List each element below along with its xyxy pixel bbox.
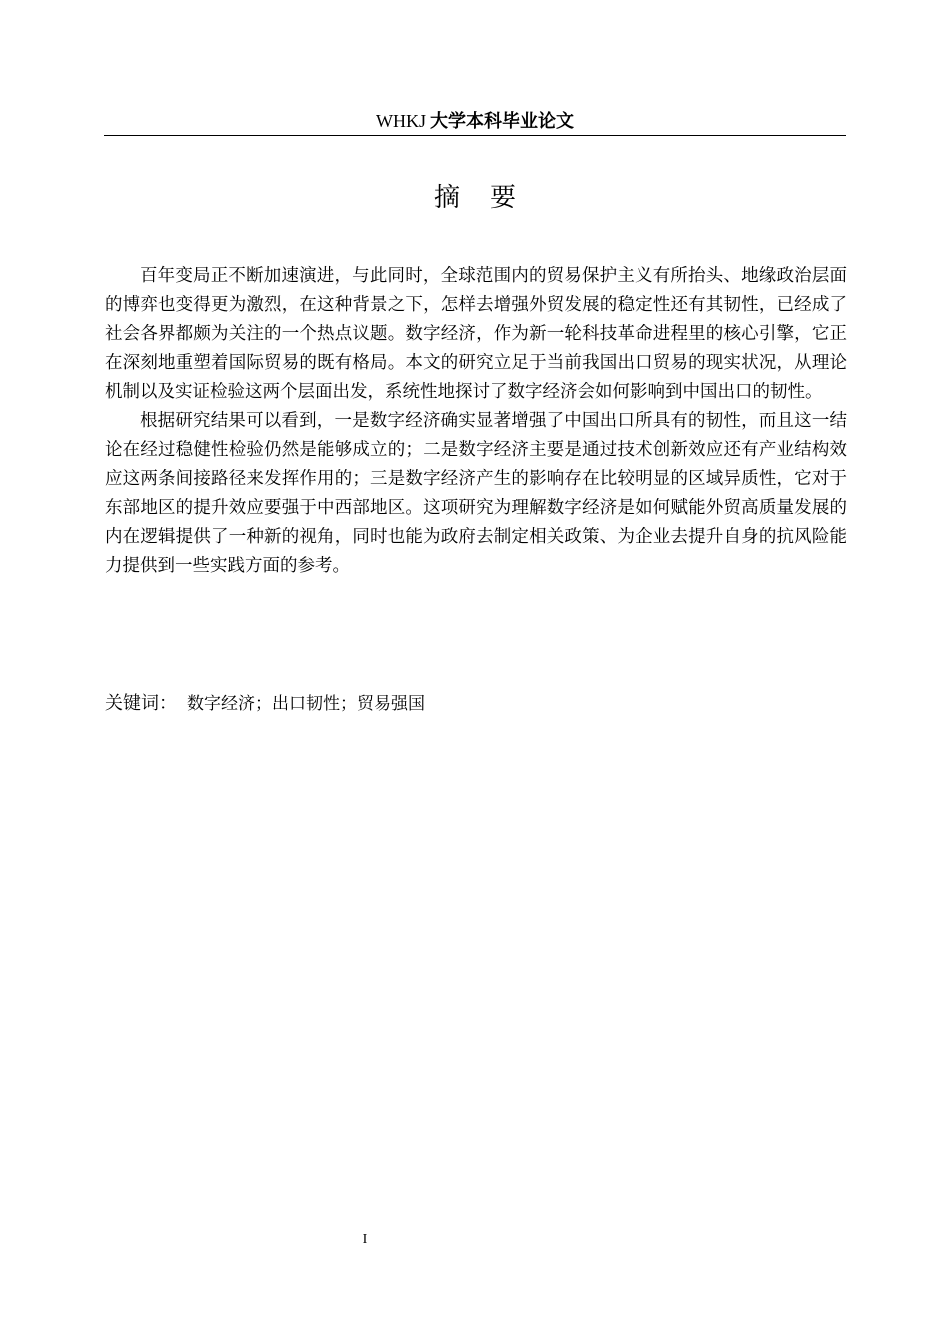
page-header [104,108,846,136]
page-number: I [362,1232,368,1247]
abstract-title: 摘要 [433,183,546,213]
keywords-label: 关键词： [105,693,177,714]
keywords-line [105,690,847,718]
header-title: 大学本科毕业论文 [430,111,574,132]
abstract-body [105,262,847,581]
header-code: WHKJ [376,111,426,131]
keywords-list: 数字经济；出口韧性；贸易强国 [187,694,425,714]
abstract-paragraph-2: 根据研究结果可以看到，一是数字经济确实显著增强了中国出口所具有的韧性，而且这一结论在经过稳健性检验仍然是能够成立的；二是数字经济主要是通过技术创新效应还有产业结构效应这两条间接路径来发挥作用的；三是数字经济产生的影响存在比较明显的区域异质性，它对于东部地区的提升效应要强于中西部地区。这项研究为理解数字经济是如何赋能外贸高质量发展的内在逻辑提供了一种新的视角，同时也能为政府去制定相关政策、为企业去提升自身的抗风险能力提供到一些实践方面的参考。 [105,411,847,576]
abstract-paragraph-1: 百年变局正不断加速演进，与此同时，全球范围内的贸易保护主义有所抬头、地缘政治层面的博弈也变得更为激烈，在这种背景之下，怎样去增强外贸发展的稳定性还有其韧性，已经成了社会各界都颇为关注的一个热点议题。数字经济，作为新一轮科技革命进程里的核心引擎，它正在深刻地重塑着国际贸易的既有格局。本文的研究立足于当前我国出口贸易的现实状况，从理论机制以及实证检验这两个层面出发，系统性地探讨了数字经济会如何影响到中国出口的韧性。 [105,266,847,402]
